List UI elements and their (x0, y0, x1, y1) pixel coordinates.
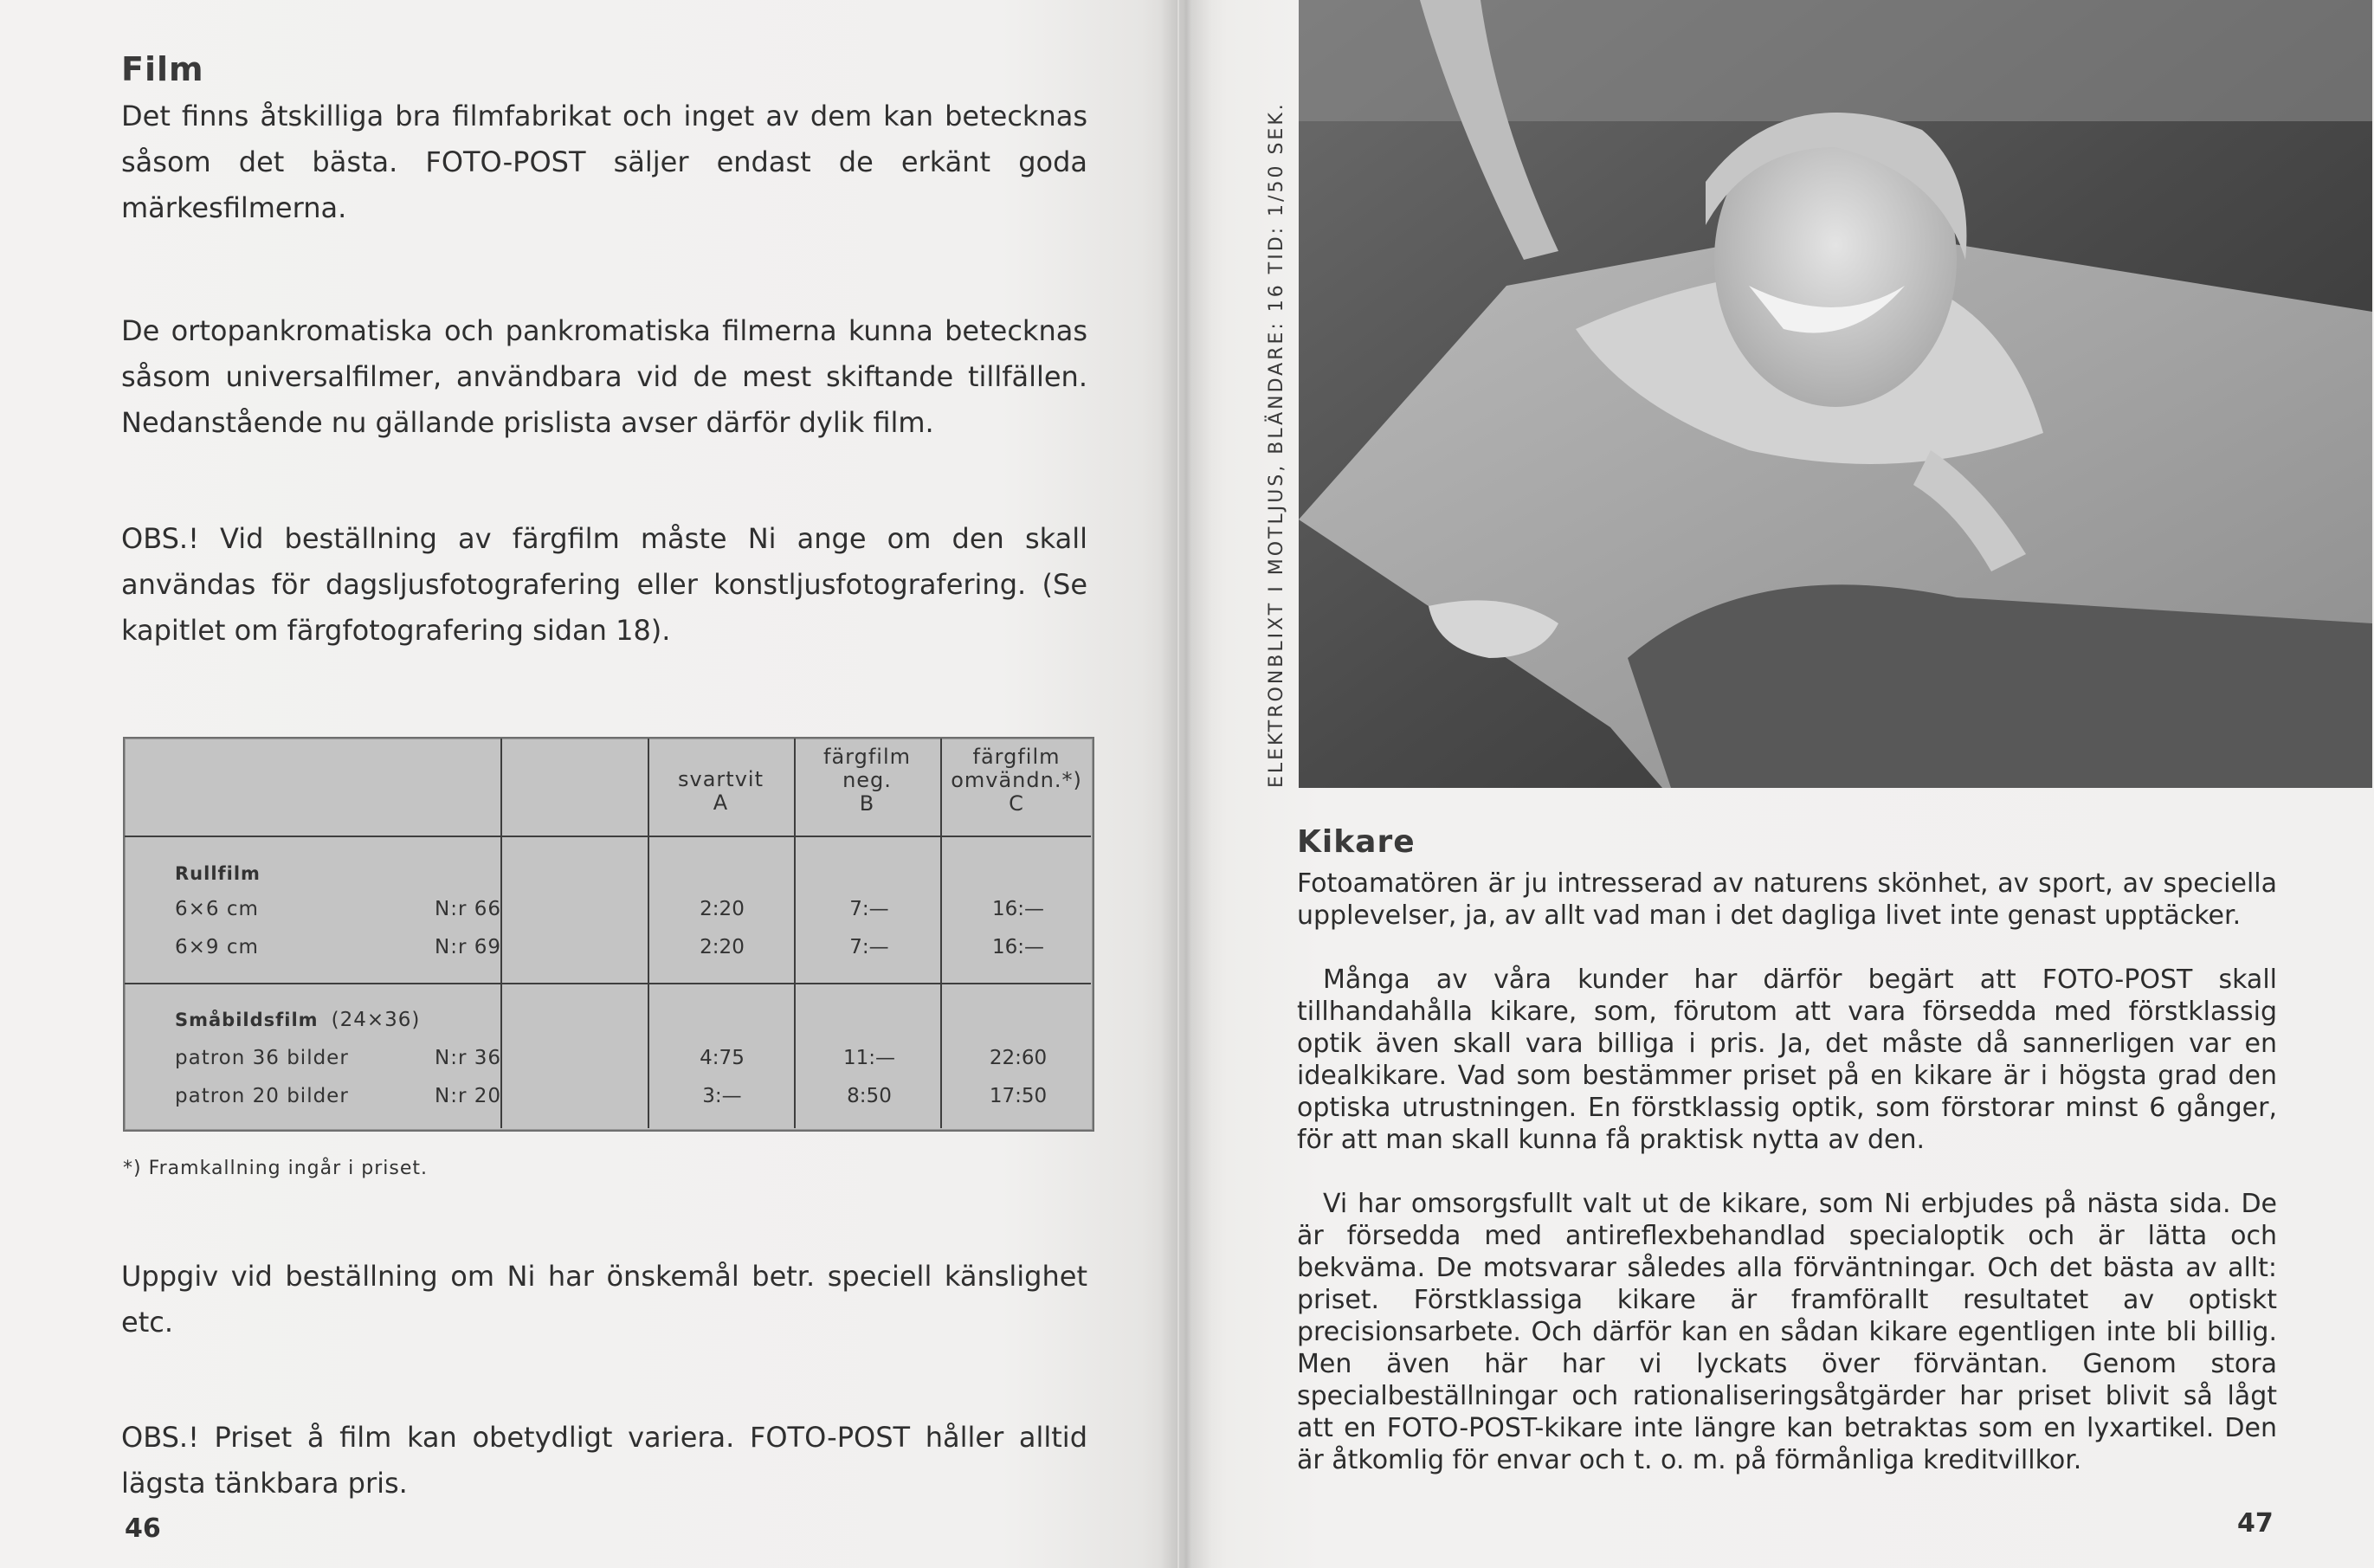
col-header-c-line2: omvändn.*) (951, 768, 1082, 792)
row-6x9-nr: N:r 69 (435, 936, 501, 958)
group-smabildsfilm-title: Småbildsfilm (175, 1010, 319, 1030)
kikare-customers-paragraph: Många av våra kunder har därför begärt att FOTO-POST skall tillhandahålla kikare, som, förutom att vara försedda med förstklassig optik även skall vara billiga i pris. Ja, det måste då sannerligen var en idealkikare. Vad som bestämmer priset på en kikare är i högsta grad den optiska utrustningen. En förstklassig optik, som förstorar minst 6 gånger, för att man skall kunna få praktisk nytta av den. (1297, 965, 2277, 1155)
row-6x6-b: 7:— (849, 898, 889, 920)
group-smabildsfilm-format: (24×36) (331, 1009, 421, 1031)
row-patron20-a: 3:— (702, 1085, 742, 1107)
col-header-b-line2: neg. (842, 768, 892, 792)
col-header-c (940, 745, 1093, 816)
col-header-a-line1: svartvit (678, 767, 764, 791)
page-number-right: 47 (2237, 1508, 2274, 1539)
book-gutter (1160, 0, 1212, 1568)
film-intro-paragraph: Det finns åtskilliga bra filmfabrikat och inget av dem kan betecknas såsom det bästa. FOTO-POST säljer endast de erkänt goda märkesfilmerna. (121, 100, 1087, 224)
row-patron36-b: 11:— (842, 1047, 895, 1069)
col-header-b-line1: färgfilm (823, 745, 911, 769)
kikare-heading: Kikare (1297, 824, 1416, 860)
row-6x9-b: 7:— (849, 936, 889, 958)
film-heading: Film (121, 50, 204, 88)
film-price-table (123, 737, 1094, 1132)
row-patron20-b: 8:50 (847, 1085, 892, 1107)
row-patron20-c: 17:50 (989, 1085, 1048, 1107)
film-obs-colour-paragraph: OBS.! Vid beställning av färgfilm måste Ni ange om den skall användas för dagsljusfotografering eller konstljusfotografering. (Se kapitlet om färgfotografering sidan 18). (121, 522, 1087, 647)
row-patron20-label: patron 20 bilder (175, 1085, 349, 1107)
row-patron36-label: patron 36 bilder (175, 1047, 349, 1069)
group-smabildsfilm-header (175, 1009, 420, 1031)
group-rullfilm-title: Rullfilm (175, 863, 261, 884)
col-header-a-line2: A (713, 790, 729, 815)
row-6x9-c: 16:— (991, 936, 1044, 958)
kikare-intro-paragraph: Fotoamatören är ju intresserad av naturens skönhet, av sport, av speciella upplevelser, ja, av allt vad man i det dagliga livet inte genast upptäcker. (1297, 868, 2277, 931)
row-6x9-a: 2:20 (700, 936, 745, 958)
film-universal-paragraph: De ortopankromatiska och pankromatiska filmerna kunna betecknas såsom universalfilmer, användbara vid de mest skiftande tillfällen. Nedanstående nu gällande prislista avser därför dylik film. (121, 314, 1087, 439)
row-6x6-nr: N:r 66 (435, 898, 501, 920)
woman-on-mattress-photo (1299, 0, 2372, 788)
row-patron36-a: 4:75 (700, 1047, 745, 1069)
photo-side-caption: ELEKTRONBLIXT I MOTLJUS, BLÄNDARE: 16 TID: 1/50 SEK. (1266, 101, 1287, 788)
row-6x9-label: 6×9 cm (175, 936, 259, 958)
row-6x6-label: 6×6 cm (175, 898, 259, 920)
film-sensitivity-paragraph: Uppgiv vid beställning om Ni har önskemål betr. speciell känslighet etc. (121, 1260, 1087, 1339)
row-6x6-c: 16:— (991, 898, 1044, 920)
page-number-left: 46 (125, 1513, 161, 1544)
col-header-b-line3: B (859, 791, 875, 816)
row-patron36-c: 22:60 (989, 1047, 1048, 1069)
col-header-c-line3: C (1009, 791, 1024, 816)
table-footnote: *) Framkallning ingår i priset. (123, 1158, 428, 1179)
kikare-selection-paragraph: Vi har omsorgsfullt valt ut de kikare, som Ni erbjudes på nästa sida. De är försedda med antireflexbehandlad specialoptik och är lätta och bekväma. De motsvarar således alla förväntningar. Och det bästa av allt: priset. Förstklassiga kikare är framförallt resultatet av optiskt precisionsarbete. Och därför kan en sådan kikare egentligen inte bli billig. Men även här har vi lyckats över förväntan. Genom stora specialbeställningar och rationaliseringsåtgärder har priset blivit så lågt att en FOTO-POST-kikare inte längre kan betraktas som en lyxartikel. Den är åtkomlig för envar och t. o. m. på förmånliga kreditvillkor. (1297, 1189, 2277, 1475)
col-header-a (648, 768, 794, 815)
row-patron20-nr: N:r 20 (435, 1085, 501, 1107)
row-patron36-nr: N:r 36 (435, 1047, 501, 1069)
col-header-c-line1: färgfilm (972, 745, 1061, 769)
film-price-obs-paragraph: OBS.! Priset å film kan obetydligt variera. FOTO-POST håller alltid lägsta tänkbara pris. (121, 1421, 1087, 1500)
col-header-b (794, 745, 940, 816)
row-6x6-a: 2:20 (700, 898, 745, 920)
